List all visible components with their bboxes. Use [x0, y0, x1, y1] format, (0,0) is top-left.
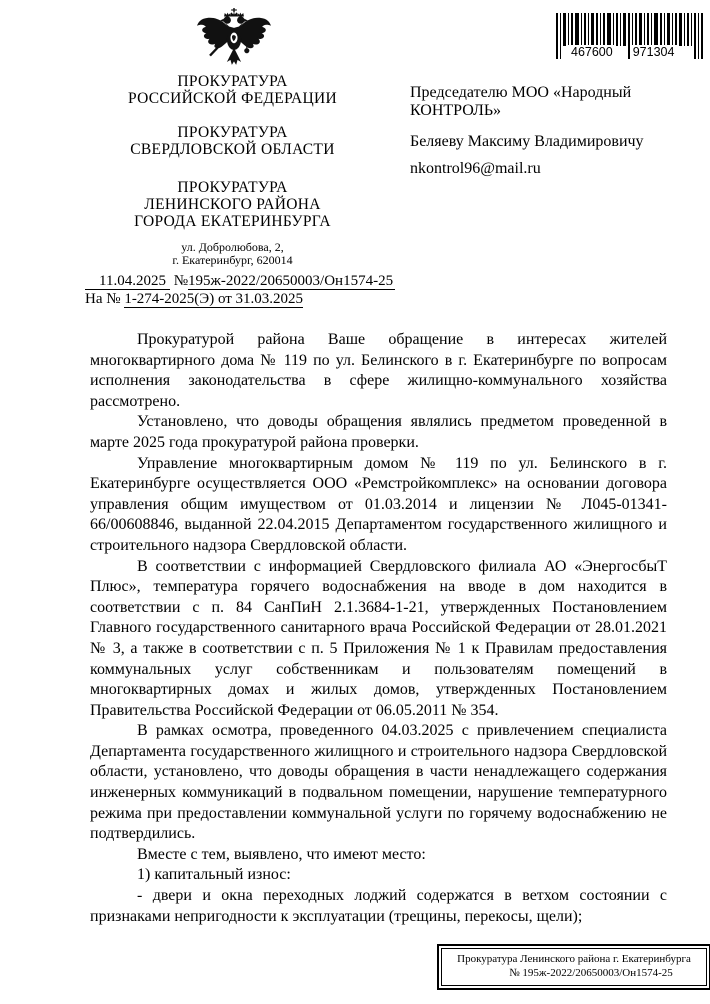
- addressee-block: [410, 84, 702, 178]
- stamp-number: № 195ж-2022/20650003/Он1574-25: [509, 967, 673, 979]
- addressee-title-line1: Председателю МОО «Народный: [410, 84, 632, 101]
- org-district: [80, 179, 385, 230]
- org-federation: [80, 73, 385, 107]
- org-region-line1: ПРОКУРАТУРА: [177, 124, 288, 141]
- incoming-reference: [85, 291, 505, 308]
- org-region: [80, 124, 385, 158]
- registration-stamp: [437, 944, 710, 990]
- org-district-line3: ГОРОДА ЕКАТЕРИНБУРГА: [134, 213, 331, 230]
- org-address-line1: ул. Добролюбова, 2,: [181, 240, 284, 254]
- outgoing-date: 11.04.2025: [85, 273, 170, 290]
- paragraph-1: Прокуратурой района Ваше обращение в интересах жителей многоквартирного дома № 119 по ул. Белинского в г. Екатеринбурге по вопросам исполнения законодательства в сфере жилищно-коммунального хозяйства рассмотрено.: [90, 331, 667, 410]
- outgoing-reference: [85, 273, 505, 290]
- paragraph-3: Управление многоквартирным домом № 119 по ул. Белинского в г. Екатеринбурге осуществляется ООО «Ремстройкомплекс» на основании договора управления общим имуществом от 01.03.2014 и лицензии № Л045-01341-66/00608846, выданной 22.04.2015 Департаментом государственного жилищного и строительного надзора Свердловской области.: [90, 454, 667, 554]
- barcode-digits-right: 971304: [630, 45, 678, 59]
- letter-body: [90, 330, 667, 927]
- org-address: [80, 241, 385, 267]
- paragraph-8: - двери и окна переходных лоджий содержатся в ветхом состоянии с признаками непригодности к эксплуатации (трещины, перекосы, щели);: [90, 887, 667, 925]
- registration-stamp-inner: [441, 948, 707, 986]
- incoming-label: На №: [85, 291, 121, 307]
- org-district-line2: ЛЕНИНСКОГО РАЙОНА: [144, 196, 321, 213]
- addressee-email: nkontrol96@mail.ru: [410, 160, 541, 177]
- barcode: [556, 13, 703, 60]
- org-federation-line2: РОССИЙСКОЙ ФЕДЕРАЦИИ: [128, 90, 337, 107]
- org-address-line2: г. Екатеринбург, 620014: [172, 253, 293, 267]
- paragraph-5: В рамках осмотра, проведенного 04.03.2025 с привлечением специалиста Департамента государственного жилищного и строительного надзора Свердловской области, установлено, что доводы обращения в части ненадлежащего содержания инженерных коммуникаций в подвальном помещении, нарушение температурного режима при предоставлении коммунальной услуги по горячему водоснабжению не подтвердились.: [90, 722, 667, 843]
- addressee-name: Беляеву Максиму Владимировичу: [410, 133, 644, 150]
- barcode-digits: [556, 45, 703, 59]
- org-district-line1: ПРОКУРАТУРА: [177, 179, 288, 196]
- paragraph-2: Установлено, что доводы обращения являлись предметом проведенной в марте 2025 года прокуратурой района проверки.: [90, 413, 667, 451]
- paragraph-7: 1) капитальный износ:: [137, 866, 291, 884]
- incoming-number: 1-274-2025(Э) от 31.03.2025: [124, 291, 304, 307]
- outgoing-number: 195ж-2022/20650003/Он1574-25: [188, 273, 394, 289]
- letterhead: [80, 73, 385, 267]
- org-federation-line1: ПРОКУРАТУРА: [177, 73, 288, 90]
- paragraph-4: В соответствии с информацией Свердловского филиала АО «ЭнергосбыТ Плюс», температура горячего водоснабжения на вводе в дом находится в соответствии с п. 84 СанПиН 2.1.3684-1-21, утвержденных Постановлением Главного государственного санитарного врача Российской Федерации от 28.01.2021 № 3, а также в соответствии с п. 5 Приложения № 1 к Правилам предоставления коммунальных услуг собственникам и пользователям помещений в многоквартирных домах и жилых домов, утвержденных Постановлением Правительства Российской Федерации от 06.05.2011 № 354.: [90, 557, 667, 719]
- addressee-title: [410, 84, 702, 120]
- org-region-line2: СВЕРДЛОВСКОЙ ОБЛАСТИ: [130, 141, 335, 158]
- number-sign: №: [173, 273, 189, 289]
- barcode-digits-left: 467600: [568, 45, 616, 59]
- addressee-title-line2: КОНТРОЛЬ»: [410, 102, 502, 119]
- stamp-org: Прокуратура Ленинского района г. Екатеринбурга: [457, 953, 691, 965]
- paragraph-6: Вместе с тем, выявлено, что имеют место:: [137, 845, 426, 863]
- reference-block: [85, 273, 505, 308]
- coat-of-arms-icon: [192, 8, 276, 72]
